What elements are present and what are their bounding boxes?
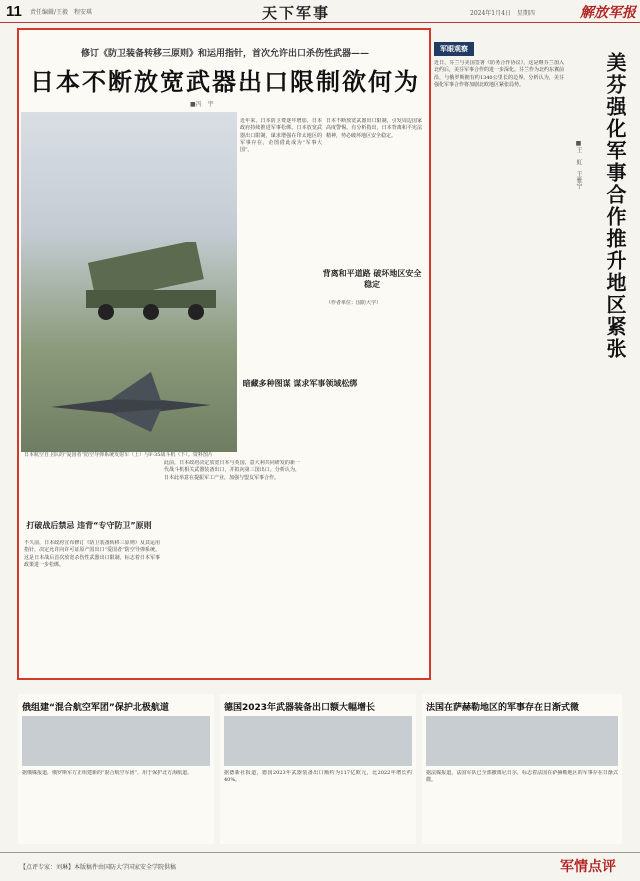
sidebar-byline: ■王 虹 王雅宁: [575, 140, 582, 189]
editors: 责任编辑/王毅 程安琪: [30, 9, 93, 16]
footer-brand: 军情点评: [560, 859, 616, 875]
article-byline: ■冯 宇: [190, 101, 214, 108]
footer-note: 【点评专家：刘琳】本版稿件由国防大学国家安全学院供稿: [20, 864, 177, 871]
issue-date: 2024年1月4日 星期四: [470, 10, 535, 17]
subhead-4: 背离和平道路 破坏地区安全稳定: [322, 269, 422, 289]
bottom-story-3-text: 据法媒报道，法国军队已全部撤离尼日尔，标志着法国在萨赫勒地区的军事存在日渐式微。: [426, 770, 618, 784]
article-photo: [21, 112, 237, 452]
photo-caption: 日本航空自卫队的“爱国者”防空导弹系统发射车（上）与F-35战斗机（下）。资料图片: [24, 452, 213, 458]
sidebar-label: 军眼观察: [434, 42, 474, 56]
bottom-story-2-photo: [224, 716, 412, 766]
sidebar-headline: 美芬强化军事合作推升地区紧张: [603, 52, 627, 360]
article-note: （作者单位：国防大学）: [326, 300, 382, 306]
bottom-story-1-title: 俄组建“混合航空军团”保护北极航道: [22, 703, 169, 713]
section-title: 天下军事: [262, 4, 331, 22]
article-column-3: 近年来，日本防卫费逐年增加，日本政府持续推进军事松绑。日本放宽武器出口限制，谋求增强在印太地区的军事存在，企图借此成为“军事大国”。: [240, 118, 322, 153]
page-number: 11: [6, 3, 22, 20]
fighter-jet-image: [41, 367, 221, 437]
bottom-story-2-title: 德国2023年武器装备出口额大幅增长: [224, 703, 376, 713]
article-kicker: 修订《防卫装备转移三原则》和运用指针，首次允许出口杀伤性武器——: [80, 49, 369, 59]
article-column-1: 不久前，日本政府宣布修订《防卫装备转移三原则》及其运用指针，决定允许向许可证原产国出口“爱国者”防空导弹系统。这是日本战后首次放宽杀伤性武器出口限制，标志着日本军事政策进一步松绑。: [24, 540, 160, 568]
bottom-story-1-photo: [22, 716, 210, 766]
masthead-logo: 解放军报: [580, 5, 636, 21]
subhead-2: 暗藏多种图谋 谋求军事领域松绑: [242, 379, 358, 388]
subhead-1: 打破战后禁忌 违背“专守防卫”原则: [26, 521, 152, 530]
bottom-story-1-text: 据俄媒报道，俄罗斯军方正组建新的“混合航空军团”，用于保护北方海航道。: [22, 770, 193, 776]
sidebar-text: 近日，芬兰与美国签署《防务合作协议》，这是继芬兰加入北约后，美芬军事合作的进一步深化。芬兰作为北约东翼前沿，与俄罗斯拥有约1340公里长的边界。分析认为，美芬强化军事合作将加剧北欧地区紧张局势。: [434, 60, 564, 88]
article-column-2: 此前，日本政府决定放宽日本与英国、意大利共同研发的新一代战斗机相关武器装备出口，并拟向第三国出口。分析认为，日本此举意在提振军工产业，加强与盟友军事合作。: [164, 460, 300, 481]
bottom-story-3-photo: [426, 716, 618, 766]
missile-launcher-image: [81, 242, 221, 322]
article-headline: 日本不断放宽武器出口限制欲何为: [30, 68, 420, 96]
bottom-story-3-title: 法国在萨赫勒地区的军事存在日渐式微: [426, 703, 580, 713]
bottom-story-2-text: 据德新社报道，德国2023年武器装备出口额约为117亿欧元，比2022年增长约40%。: [224, 770, 412, 784]
article-column-4: 日本不断放宽武器出口限制，引发周边国家高度警惕。有分析指出，日本背离和平宪法精神，势必破坏地区安全稳定。: [326, 118, 422, 139]
